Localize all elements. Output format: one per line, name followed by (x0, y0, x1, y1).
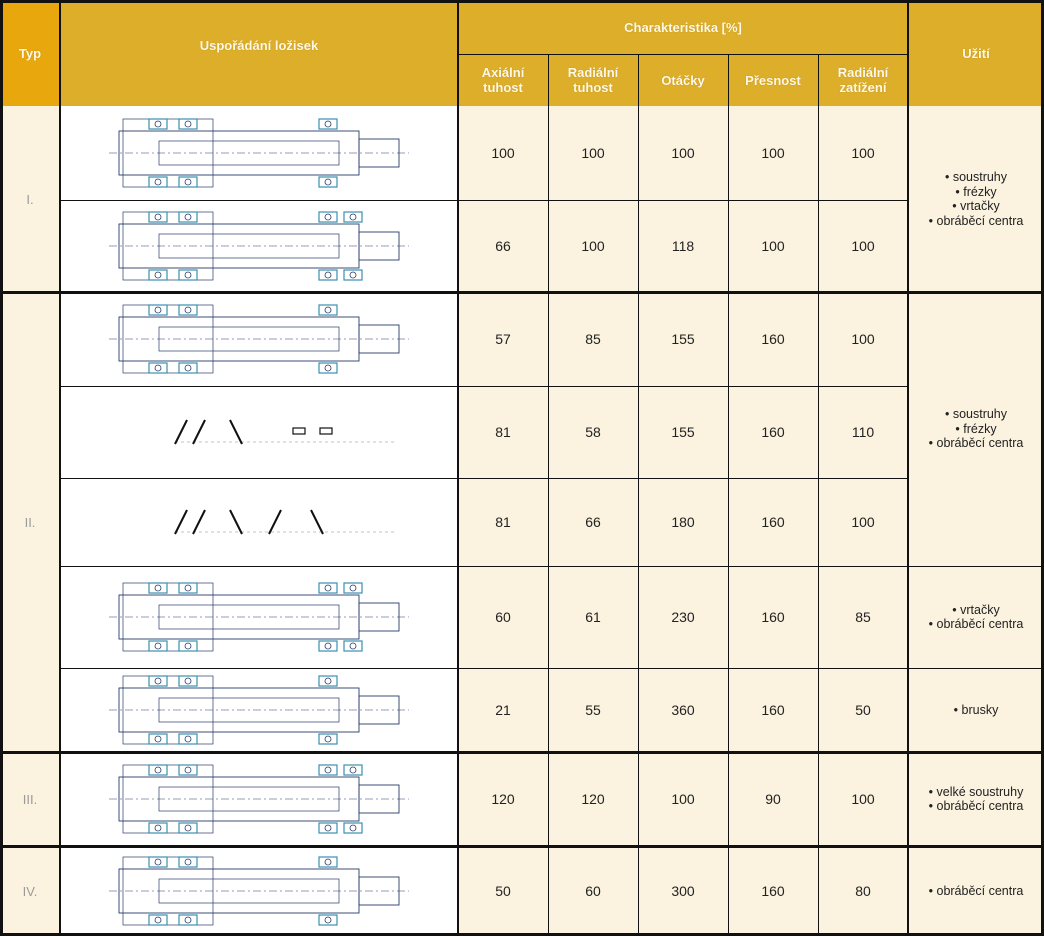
value: 155 (671, 424, 695, 440)
spindle-drawing (60, 566, 458, 668)
value-cell (728, 668, 818, 752)
grid-line (60, 200, 908, 201)
type-label: IV. (22, 883, 38, 899)
grid-line (548, 54, 549, 936)
bearing-arrangement-drawing (60, 200, 458, 292)
use-item: • obráběcí centra (928, 436, 1024, 451)
value: 81 (495, 514, 511, 530)
value: 100 (671, 145, 695, 161)
header-arrangement (60, 0, 458, 106)
header-column (818, 54, 908, 106)
grid-line (60, 478, 908, 479)
use-item: • vrtačky (952, 602, 1000, 617)
header-column-label: Radiální tuhost (567, 65, 619, 95)
value-cell (458, 292, 548, 386)
value-cell (548, 846, 638, 936)
grid-line (0, 751, 1044, 754)
bearing-arrangement-drawing (60, 566, 458, 668)
value: 100 (851, 791, 875, 807)
grid-line (60, 386, 908, 387)
value-cell (728, 478, 818, 566)
value-cell (458, 386, 548, 478)
value: 155 (671, 331, 695, 347)
type-label-cell (0, 292, 60, 752)
header-column (548, 54, 638, 106)
value: 66 (495, 238, 511, 254)
grid-line (728, 54, 729, 936)
value: 81 (495, 424, 511, 440)
grid-line (457, 0, 459, 936)
value: 160 (761, 424, 785, 440)
use-item: • obráběcí centra (928, 213, 1024, 228)
grid-line (908, 566, 1044, 567)
value-cell (818, 566, 908, 668)
value: 118 (671, 238, 695, 254)
value: 55 (585, 702, 601, 718)
value-cell (638, 752, 728, 846)
type-label: I. (26, 191, 34, 207)
use-item: • frézky (955, 421, 997, 436)
value: 100 (851, 331, 875, 347)
value: 90 (765, 791, 781, 807)
value: 160 (761, 702, 785, 718)
header-column-label: Otáčky (661, 72, 705, 88)
value-cell (728, 386, 818, 478)
header-column (728, 54, 818, 106)
value: 100 (581, 145, 605, 161)
value-cell (638, 668, 728, 752)
use-item: • velké soustruhy (928, 784, 1024, 799)
value: 50 (495, 883, 511, 899)
header-typ (0, 0, 60, 106)
header-column-label: Přesnost (745, 72, 801, 88)
value-cell (548, 292, 638, 386)
value-cell (818, 668, 908, 752)
value-cell (638, 106, 728, 200)
value: 160 (761, 514, 785, 530)
value: 61 (585, 609, 601, 625)
value: 300 (671, 883, 695, 899)
header-use-label: Užití (962, 45, 990, 61)
value: 85 (585, 331, 601, 347)
use-item: • brusky (953, 702, 999, 717)
grid-line (59, 0, 61, 936)
value: 100 (851, 514, 875, 530)
grid-line (60, 668, 908, 669)
header-typ-label: Typ (18, 45, 42, 61)
value: 100 (761, 238, 785, 254)
spindle-drawing (60, 752, 458, 846)
value: 120 (581, 791, 605, 807)
use-cell (908, 668, 1044, 752)
value-cell (728, 106, 818, 200)
value-cell (638, 386, 728, 478)
value: 360 (671, 702, 695, 718)
value-cell (458, 668, 548, 752)
bearing-symbols-drawing (60, 386, 458, 478)
value: 100 (851, 145, 875, 161)
value-cell (638, 200, 728, 292)
value: 110 (851, 424, 875, 440)
header-use (908, 0, 1044, 106)
use-item: • vrtačky (952, 199, 1000, 213)
value: 21 (495, 702, 511, 718)
bearing-arrangement-drawing (60, 668, 458, 752)
value: 180 (671, 514, 695, 530)
value-cell (458, 106, 548, 200)
spindle-drawing (60, 292, 458, 386)
spindle-drawing (60, 846, 458, 936)
use-item: • frézky (955, 184, 997, 199)
grid-line (458, 54, 908, 55)
type-label-cell (0, 752, 60, 846)
use-item: • obráběcí centra (928, 883, 1024, 898)
header-column-label: Axiální tuhost (481, 65, 525, 95)
value-cell (818, 478, 908, 566)
use-item: • obráběcí centra (928, 799, 1024, 813)
bearing-arrangement-drawing (60, 386, 458, 478)
type-label-cell (0, 106, 60, 292)
value-cell (548, 752, 638, 846)
use-cell (908, 566, 1044, 668)
value-cell (458, 478, 548, 566)
value-cell (548, 386, 638, 478)
value: 160 (761, 883, 785, 899)
value: 120 (491, 791, 515, 807)
value-cell (548, 106, 638, 200)
grid-line (907, 0, 909, 936)
type-label: II. (24, 514, 36, 530)
value-cell (548, 566, 638, 668)
value: 160 (761, 609, 785, 625)
header-characteristics-label: Charakteristika [%] (624, 19, 742, 35)
bearing-arrangement-drawing (60, 478, 458, 566)
use-cell (908, 292, 1044, 566)
value: 100 (761, 145, 785, 161)
value-cell (458, 846, 548, 936)
value: 100 (851, 238, 875, 254)
grid-line (60, 566, 908, 567)
value-cell (638, 478, 728, 566)
grid-line (0, 0, 1044, 3)
grid-line (0, 845, 1044, 848)
type-label-cell (0, 846, 60, 936)
bearing-arrangement-drawing (60, 106, 458, 200)
grid-line (908, 668, 1044, 669)
value: 230 (671, 609, 695, 625)
value-cell (458, 566, 548, 668)
value-cell (548, 668, 638, 752)
use-item: • obráběcí centra (928, 617, 1024, 631)
use-cell (908, 752, 1044, 846)
value-cell (728, 846, 818, 936)
value-cell (818, 386, 908, 478)
bearing-arrangement-drawing (60, 292, 458, 386)
bearing-arrangement-drawing (60, 752, 458, 846)
value-cell (458, 752, 548, 846)
type-label: III. (22, 791, 38, 807)
value: 60 (585, 883, 601, 899)
value: 100 (581, 238, 605, 254)
bearing-arrangement-drawing (60, 846, 458, 936)
header-characteristics (458, 0, 908, 54)
value: 100 (491, 145, 515, 161)
spindle-drawing (60, 668, 458, 752)
bearing-symbols-drawing (60, 478, 458, 566)
value-cell (728, 200, 818, 292)
value-cell (548, 478, 638, 566)
value: 100 (671, 791, 695, 807)
value-cell (818, 106, 908, 200)
value: 57 (495, 331, 511, 347)
value: 58 (585, 424, 601, 440)
value: 160 (761, 331, 785, 347)
value-cell (728, 566, 818, 668)
value: 50 (855, 702, 871, 718)
spindle-drawing (60, 200, 458, 292)
header-arrangement-label: Uspořádání ložisek (199, 38, 319, 53)
value-cell (548, 200, 638, 292)
spindle-drawing (60, 106, 458, 200)
use-cell (908, 106, 1044, 292)
grid-line (0, 291, 1044, 294)
header-column-label: Radiální zatížení (837, 65, 889, 95)
value-cell (818, 846, 908, 936)
value-cell (458, 200, 548, 292)
value: 60 (495, 609, 511, 625)
value-cell (638, 292, 728, 386)
value-cell (638, 846, 728, 936)
use-cell (908, 846, 1044, 936)
value: 66 (585, 514, 601, 530)
value-cell (728, 292, 818, 386)
grid-line (638, 54, 639, 936)
value-cell (818, 752, 908, 846)
grid-line (0, 0, 3, 936)
grid-line (818, 54, 819, 936)
value: 80 (855, 883, 871, 899)
use-item: • soustruhy (944, 407, 1008, 422)
value-cell (818, 200, 908, 292)
header-column (638, 54, 728, 106)
header-column (458, 54, 548, 106)
value-cell (728, 752, 818, 846)
value-cell (818, 292, 908, 386)
use-item: • soustruhy (944, 170, 1008, 184)
value: 85 (855, 609, 871, 625)
value-cell (638, 566, 728, 668)
